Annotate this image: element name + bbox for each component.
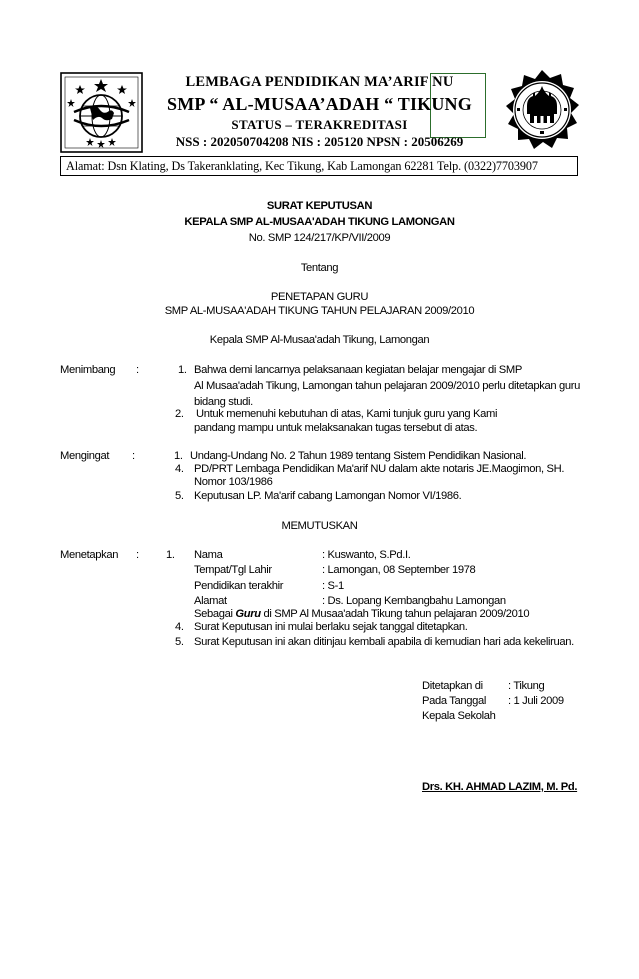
menimbang-item-2-line-2: pandang mampu untuk melaksanakan tugas tersebut di atas.: [194, 422, 478, 434]
place-value: : Tikung: [508, 680, 545, 692]
menetapkan-item-1-number: 1.: [166, 549, 175, 561]
field-label-pendidikan: Pendidikan terakhir: [194, 580, 284, 592]
school-id-numbers: NSS : 202050704208 NIS : 205120 NPSN : 20506269: [175, 134, 464, 149]
mengingat-item-1-line-1: Undang-Undang No. 2 Tahun 1989 tentang Sistem Pendidikan Nasional.: [190, 450, 527, 462]
subject-line-2: SMP AL-MUSAA'ADAH TIKUNG TAHUN PELAJARAN 2009/2010: [164, 305, 475, 317]
field-value-alamat: : Ds. Lopang Kembangbahu Lamongan: [322, 595, 506, 607]
field-label-ttl: Tempat/Tgl Lahir: [194, 564, 272, 576]
mengingat-item-2-line-2: Nomor 103/1986: [194, 476, 273, 488]
decree-issuer-title: KEPALA SMP AL-MUSAA'ADAH TIKUNG LAMONGAN: [184, 216, 455, 228]
assignment-suffix: di SMP Al Musaa'adah Tikung tahun pelajaran 2009/2010: [260, 608, 530, 620]
field-value-pendidikan: : S-1: [322, 580, 344, 592]
accreditation-status: STATUS – TERAKREDITASI: [231, 117, 408, 132]
field-label-nama: Nama: [194, 549, 223, 561]
menetapkan-colon: :: [136, 549, 139, 561]
assignment-prefix: Sebagai: [194, 608, 236, 620]
about-label: Tentang: [300, 262, 339, 274]
field-value-ttl: : Lamongan, 08 September 1978: [322, 564, 476, 576]
assignment-statement: [194, 608, 529, 620]
mengingat-item-3-number: 5.: [175, 490, 184, 502]
field-value-nama: : Kuswanto, S.Pd.I.: [322, 549, 411, 561]
school-address: Alamat: Dsn Klating, Ds Takeranklating, Kec Tikung, Kab Lamongan 62281 Telp. (0322)7703907: [66, 159, 538, 173]
menetapkan-item-5-text: Surat Keputusan ini akan ditinjau kembali apabila di kemudian hari ada kekeliruan.: [194, 636, 574, 648]
place-label: Ditetapkan di: [422, 680, 483, 692]
menimbang-item-1-line-2: Al Musaa'adah Tikung, Lamongan tahun pelajaran 2009/2010 perlu ditetapkan guru: [194, 380, 580, 392]
mengingat-label: Mengingat: [60, 450, 110, 462]
mengingat-item-2-line-1: PD/PRT Lembaga Pendidikan Ma'arif NU dalam akte notaris JE.Maogimon, SH.: [194, 463, 565, 475]
menetapkan-label: Menetapkan: [60, 549, 119, 561]
signatory-role: Kepala Sekolah: [422, 710, 496, 722]
menimbang-label: Menimbang: [60, 364, 116, 376]
decree-number: No. SMP 124/217/KP/VII/2009: [248, 232, 391, 244]
institution-name: LEMBAGA PENDIDIKAN MA’ARIF NU: [185, 74, 454, 90]
subject-line-1: PENETAPAN GURU: [270, 291, 369, 303]
issuing-authority: Kepala SMP Al-Musaa'adah Tikung, Lamongan: [209, 334, 430, 346]
mengingat-item-3-line-1: Keputusan LP. Ma'arif cabang Lamongan Nomor VI/1986.: [194, 490, 462, 502]
assignment-role: Guru: [235, 608, 261, 620]
school-name: SMP “ AL-MUSAA’ADAH “ TIKUNG: [167, 94, 472, 114]
mengingat-item-2-number: 4.: [175, 463, 184, 475]
date-value: : 1 Juli 2009: [508, 695, 564, 707]
menimbang-item-2-line-1: Untuk memenuhi kebutuhan di atas, Kami tunjuk guru yang Kami: [196, 408, 498, 420]
menetapkan-item-5-number: 5.: [175, 636, 184, 648]
signatory-name: Drs. KH. AHMAD LAZIM, M. Pd.: [422, 781, 578, 793]
menetapkan-item-4-text: Surat Keputusan ini mulai berlaku sejak tanggal ditetapkan.: [194, 621, 468, 633]
menimbang-item-2-number: 2.: [175, 408, 184, 420]
menimbang-item-1-line-1: Bahwa demi lancarnya pelaksanaan kegiatan belajar mengajar di SMP: [194, 364, 523, 376]
menetapkan-item-4-number: 4.: [175, 621, 184, 633]
field-label-alamat: Alamat: [194, 595, 227, 607]
menimbang-item-1-number: 1.: [178, 364, 187, 376]
date-label: Pada Tanggal: [422, 695, 487, 707]
memutuskan-heading: MEMUTUSKAN: [281, 520, 358, 532]
decree-title: SURAT KEPUTUSAN: [266, 200, 373, 212]
mengingat-colon: :: [132, 450, 135, 462]
menimbang-colon: :: [136, 364, 139, 376]
mengingat-item-1-number: 1.: [174, 450, 183, 462]
menimbang-item-1-line-3: bidang studi.: [194, 396, 253, 408]
